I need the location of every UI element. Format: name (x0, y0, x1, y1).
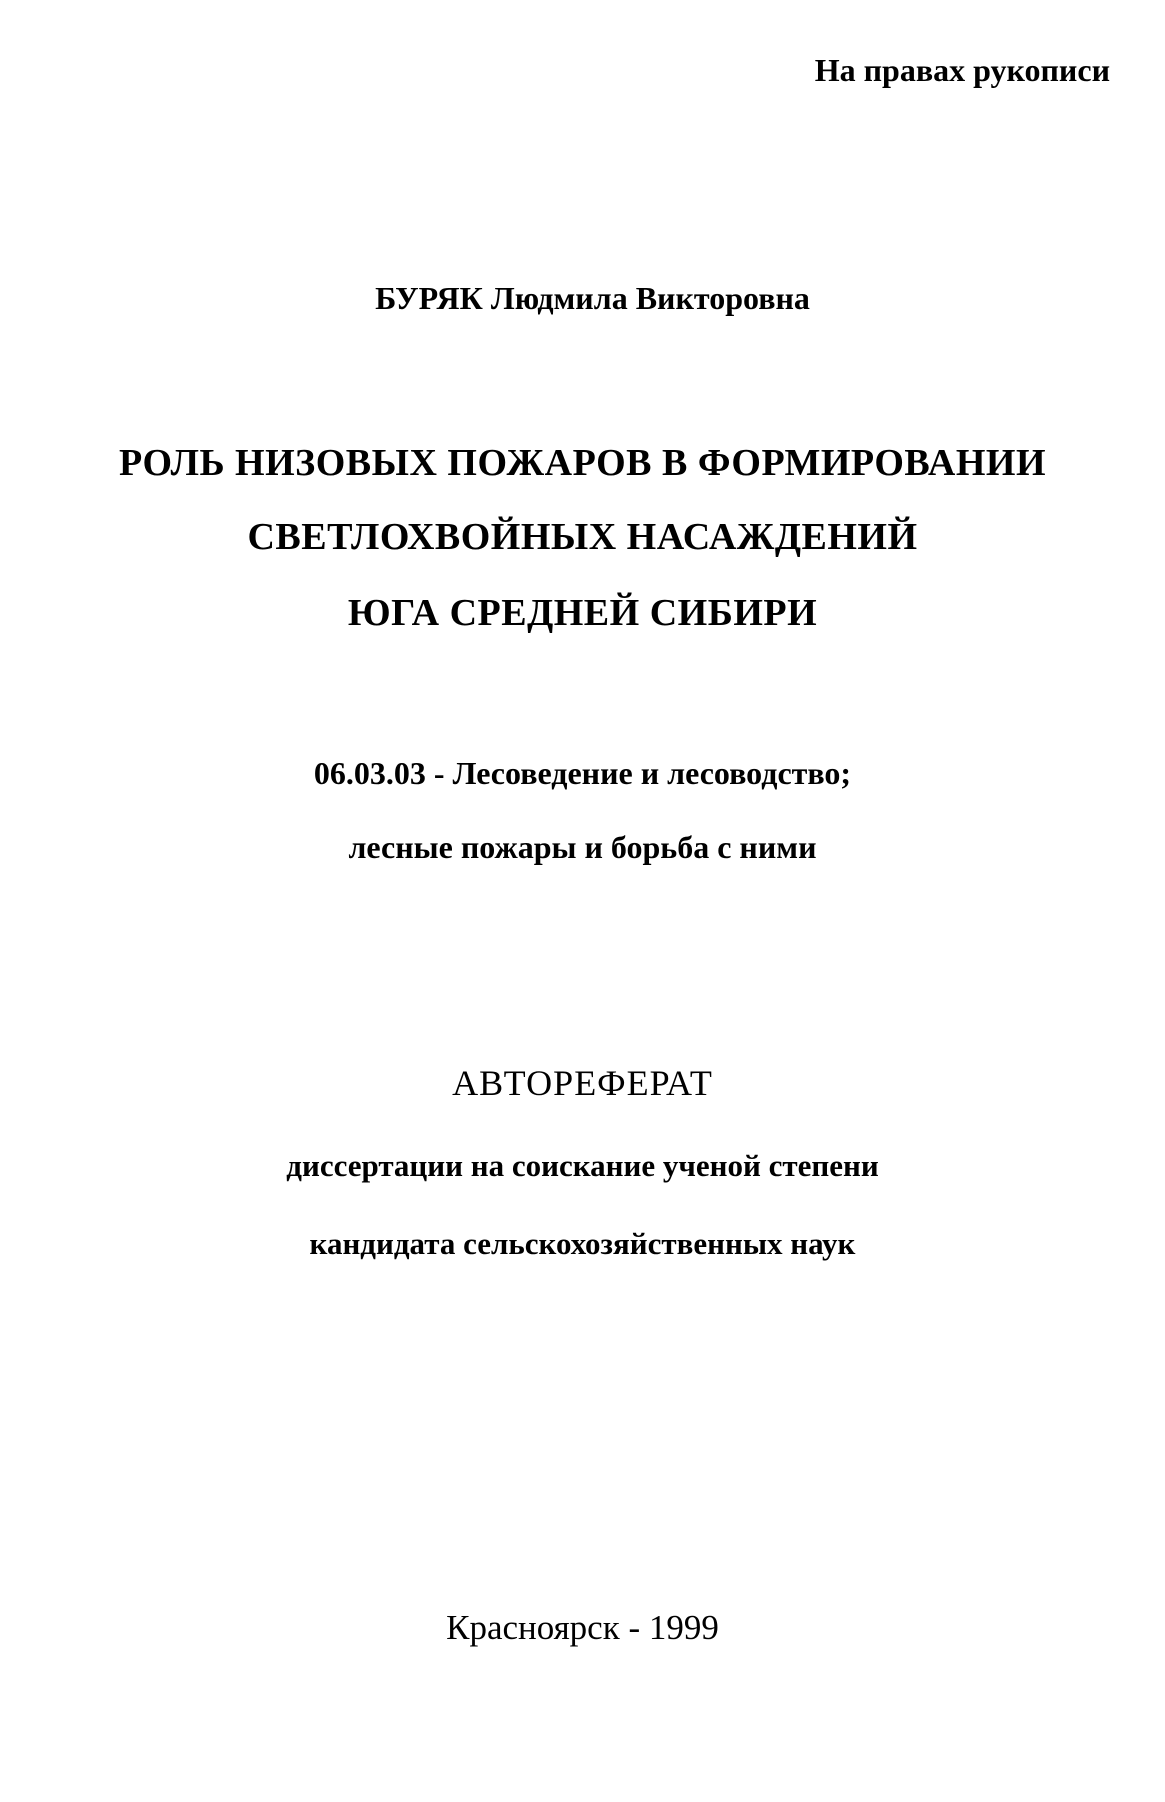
specialty-line-2: лесные пожары и борьба с ними (348, 829, 817, 865)
title-line-3: ЮГА СРЕДНЕЙ СИБИРИ (347, 592, 818, 634)
title-line-1: РОЛЬ НИЗОВЫХ ПОЖАРОВ В ФОРМИРОВАНИИ (118, 442, 1047, 484)
rights-notice: На правах рукописи (814, 52, 1110, 88)
purpose-line-1: диссертации на соискание ученой степени (286, 1148, 879, 1183)
author-name: БУРЯК Людмила Викторовна (375, 280, 810, 316)
purpose-line-2: кандидата сельскохозяйственных наук (309, 1226, 856, 1261)
place-and-year: Красноярск - 1999 (446, 1608, 719, 1647)
document-type: АВТОРЕФЕРАТ (452, 1063, 713, 1103)
title-line-2: СВЕТЛОХВОЙНЫХ НАСАЖДЕНИЙ (247, 516, 918, 558)
specialty-line-1: 06.03.03 - Лесоведение и лесоводство; (313, 755, 852, 791)
